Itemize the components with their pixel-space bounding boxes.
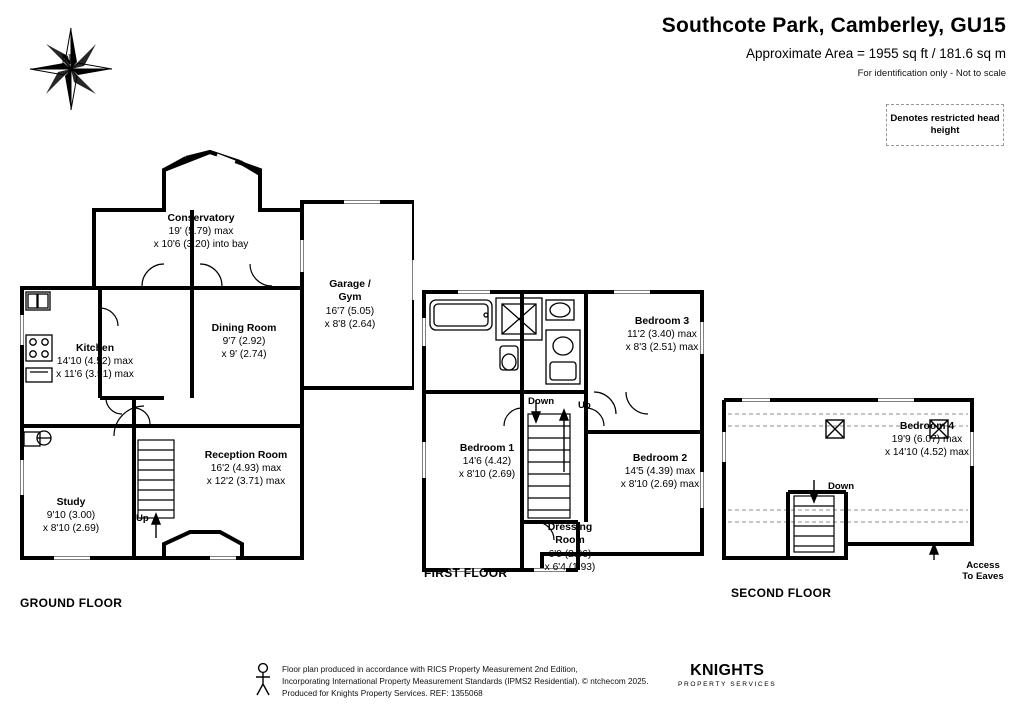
bedroom-1-name: Bedroom 1 [459,443,515,454]
room-label-bedroom-2 [596,452,724,491]
study-dim1: 9'10 (3.00) [46,510,96,522]
garage-gym-dim2: x 8'8 (2.64) [324,318,376,330]
accessibility-icon [252,662,274,696]
dressing-room-dim2: x 6'4 (1.93) [544,561,596,573]
room-label-dining-room [180,322,308,361]
kitchen-dim1: 14'10 (4.52) max [56,356,134,368]
kitchen-name: Kitchen [75,343,115,354]
first-stair-up-label: Up [578,400,591,411]
bedroom-2-dim1: 14'5 (4.39) max [624,466,696,478]
knights-logo-sub: PROPERTY SERVICES [678,681,777,688]
conservatory-name: Conservatory [167,213,235,224]
room-label-conservatory [116,212,286,251]
bedroom-2-name: Bedroom 2 [632,453,688,464]
bedroom-3-name: Bedroom 3 [634,316,690,327]
bedroom-1-dim1: 14'6 (4.42) [462,456,512,468]
page-title: Southcote Park, Camberley, GU15 [661,14,1006,37]
garage-gym-name-2: Gym [338,292,362,304]
access-to-eaves-line-2: To Eaves [962,571,1004,582]
bedroom-3-dim2: x 8'3 (2.51) max [625,342,699,354]
reception-room-dim1: 16'2 (4.93) max [210,463,282,475]
dressing-room-name-2: Room [555,535,585,547]
first-floor-label: FIRST FLOOR [424,566,508,580]
bedroom-3-dim1: 11'2 (3.40) max [627,329,697,341]
second-floor-label: SECOND FLOOR [731,586,832,600]
restricted-head-height-label: Denotes restricted head height [890,113,1000,136]
room-label-kitchen [30,342,160,381]
garage-gym-dim1: 16'7 (5.05) [325,305,375,317]
bedroom-1-dim2: x 8'10 (2.69) [458,469,516,481]
access-to-eaves-label [952,560,1014,582]
dining-room-name: Dining Room [211,323,277,334]
room-label-bedroom-4 [858,420,996,459]
ground-stair-up-label: Up [136,513,149,524]
kitchen-dim2: x 11'6 (3.51) max [56,369,134,381]
reception-room-dim2: x 12'2 (3.71) max [206,476,286,488]
dining-room-dim2: x 9' (2.74) [221,349,267,361]
room-label-reception-room [166,449,326,488]
footer-line-2: Incorporating International Property Measurement Standards (IPMS2 Residential). © ntchecom 2025. [282,676,649,686]
restricted-head-height-legend [886,104,1004,146]
dining-room-dim1: 9'7 (2.92) [222,336,266,348]
knights-logo [678,662,776,688]
access-to-eaves-line-1: Access [966,560,1000,571]
dressing-room-name-1: Dressing [547,522,593,533]
ground-floor-label: GROUND FLOOR [20,596,123,610]
room-label-garage-gym [304,278,396,331]
reception-room-name: Reception Room [204,450,288,461]
study-name: Study [56,497,86,508]
identification-note: For identification only - Not to scale [857,68,1006,79]
svg-text:N: N [61,52,72,68]
room-label-dressing-room [520,521,620,574]
first-stair-down-label: Down [528,396,555,407]
approximate-area: Approximate Area = 1955 sq ft / 181.6 sq m [745,46,1006,61]
knights-logo-name: KNIGHTS [690,662,765,679]
conservatory-dim1: 19' (5.79) max [168,226,234,238]
dressing-room-dim1: 6'9 (2.06) [548,548,592,560]
bedroom-4-dim2: x 14'10 (4.52) max [884,447,970,459]
footer-line-3: Produced for Knights Property Services. REF: 1355068 [282,688,483,698]
second-stair-down-label: Down [828,481,855,492]
compass-icon [28,26,114,112]
room-label-bedroom-3 [600,315,724,354]
garage-gym-name-1: Garage / [329,279,371,290]
bedroom-4-dim1: 19'9 (6.07) max [891,434,963,446]
conservatory-dim2: x 10'6 (3.20) into bay [153,239,249,251]
footer-line-1: Floor plan produced in accordance with RICS Property Measurement 2nd Edition, [282,665,578,674]
bedroom-2-dim2: x 8'10 (2.69) max [620,479,700,491]
room-label-study [16,496,126,535]
room-label-bedroom-1 [432,442,542,481]
study-dim2: x 8'10 (2.69) [42,523,100,535]
bedroom-4-name: Bedroom 4 [899,421,955,432]
